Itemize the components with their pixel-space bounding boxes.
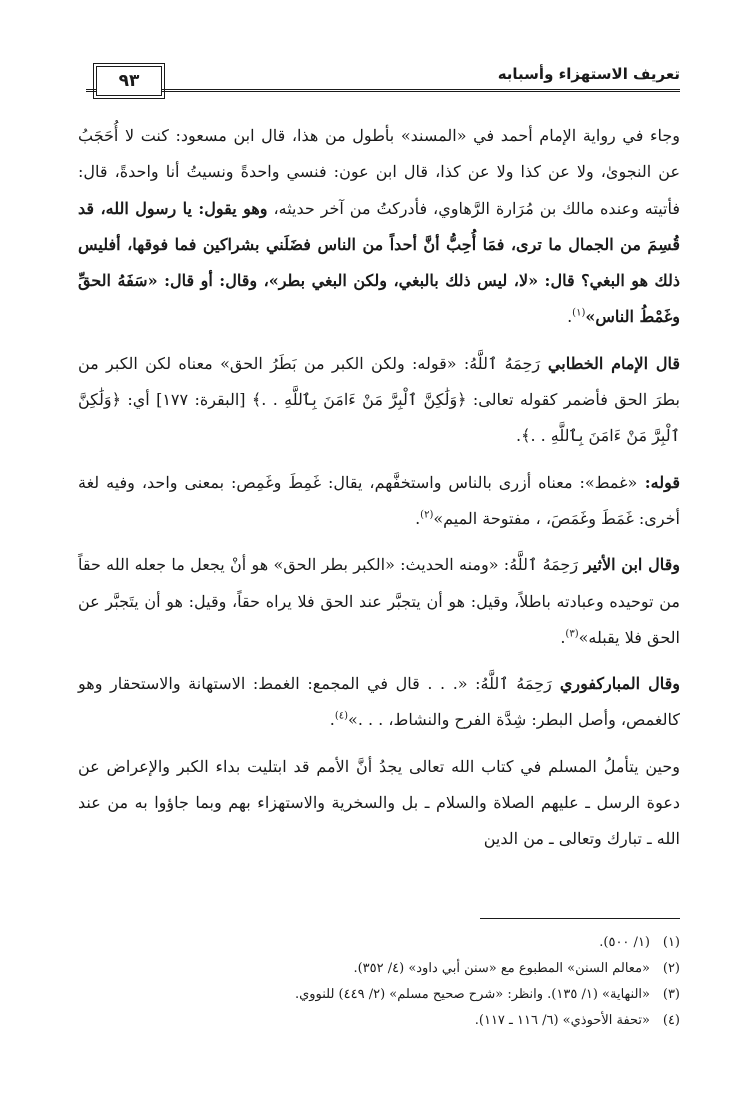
footnote (78, 956, 680, 982)
page-header (86, 60, 680, 100)
footnote (78, 930, 680, 956)
bold-text: قال الإمام الخطابي (540, 353, 680, 373)
text-run: وحين يتأملُ المسلم في كتاب الله تعالى يجدُ أنَّ الأمم قد ابتليت بداء الكبر والإعراض عن دعوة الرسل ـ عليهم الصلاة والسلام ـ بل والسخرية والاستهزاء بهم وبما جاؤوا به من عند الله ـ تبارك وتعالى ـ من الدين (78, 756, 680, 849)
bold-text: وهو يقول: يا رسول الله، قد قُسِمَ من الجمال ما ترى، فمَا أُحِبُّ أنَّ أحداً من الناس فضَلَني بشراكين فما فوقها، أفليس ذلك هو البغي؟ قال: «لا، ليس ذلك بالبغي، ولكن البغي بطر»، وقال: أو قال: «سَفَهُ الحقِّ وغَمْطُ الناس» (78, 198, 680, 327)
paragraph (78, 547, 680, 656)
text-run: . (560, 627, 566, 647)
footnote (78, 1008, 680, 1034)
footnote-ref: (٢) (420, 509, 434, 521)
text-run: . (567, 307, 573, 327)
footnote-text: «معالم السنن» المطبوع مع «سنن أبي داود» (٤/ ٣٥٢). (353, 961, 650, 976)
text-run: رَحِمَهُ ٱللَّهُ: «. . . قال في المجمع: الغمط: الاستهانة والاستحقار وهو كالغمص، وأصل البطر: شِدَّة الفرح والنشاط، . . .» (78, 674, 680, 730)
text-run: رَحِمَهُ ٱللَّهُ: «ومنه الحديث: «الكبر بطر الحق» هو أنْ يجعل ما جعله الله حقاً من توحيده وعبادته باطلاً، وقيل: هو أن يتجبَّر عند الحق فلا يراه حقاً، وقيل: هو أن يتَجبَّر عن الحق فلا يقبله» (78, 555, 680, 647)
paragraph (78, 118, 680, 336)
footnote-ref: (٤) (334, 711, 349, 723)
footnote-ref: (١) (572, 308, 586, 320)
main-text (78, 118, 680, 868)
footnote-text: (١/ ٥٠٠). (599, 935, 650, 950)
bold-text: وقال ابن الأثير (578, 555, 681, 575)
footnote-number: (١) (662, 935, 680, 950)
paragraph (78, 666, 680, 739)
paragraph (78, 346, 680, 455)
text-run: رَحِمَهُ ٱللَّهُ: «قوله: ولكن الكبر من بَطَرُ الحق» معناه لكن الكبر من بطرَ الحق فأضمر كقوله تعالى: ﴿وَلَٰكِنَّ ٱلْبِرَّ مَنْ ءَامَنَ بِٱللَّهِ . .﴾ [البقرة: ١٧٧] أي: ﴿وَلَٰكِنَّ ٱلْبِرَّ مَنْ ءَامَنَ بِٱللَّهِ . .﴾. (78, 353, 681, 446)
bold-text: قوله: (637, 472, 680, 492)
footnotes (78, 930, 680, 1034)
running-title: تعريف الاستهزاء وأسبابه (492, 65, 680, 83)
footnote (78, 982, 680, 1008)
text-run: وجاء في رواية الإمام أحمد في «المسند» بأطول من هذا، قال ابن مسعود: كنت لا أُحَجَبُ عن النجوىٰ، ولا عن كذا ولا عن كذا، قال ابن عون: فنسي واحدةً ونسيتُ أنا واحدةً، قال: فأتيته وعنده مالك بن مُرَارة الرَّهاوي، فأدركتُ من آخر حديثه، (78, 126, 680, 218)
text-run: . (329, 710, 335, 730)
footnote-number: (٣) (662, 987, 680, 1002)
bold-text: وقال المباركفوري (551, 674, 681, 694)
text-run: «غمط»: معناه أزرى بالناس واستخفَّهم، يقال: غَمِطَ وغَمِص: بمعنى واحد، وفيه لغة أخرى: غَمَطَ وغَمَصَ، ، مفتوحة الميم» (78, 472, 680, 528)
footnote-number: (٢) (662, 961, 680, 976)
footnote-text: «تحفة الأحوذي» (٦/ ١١٦ ـ ١١٧). (474, 1013, 650, 1028)
footnote-ref: (٣) (565, 628, 579, 640)
header-rule (86, 89, 680, 92)
page-number: ٩٣ (96, 66, 162, 96)
text-run: . (415, 508, 421, 528)
paragraph (78, 465, 680, 538)
footnote-text: «النهاية» (١/ ١٣٥). وانظر: «شرح صحيح مسلم» (٢/ ٤٤٩) للنووي. (294, 987, 650, 1002)
footnote-separator (480, 918, 680, 919)
paragraph (78, 749, 680, 858)
footnote-number: (٤) (662, 1013, 680, 1028)
